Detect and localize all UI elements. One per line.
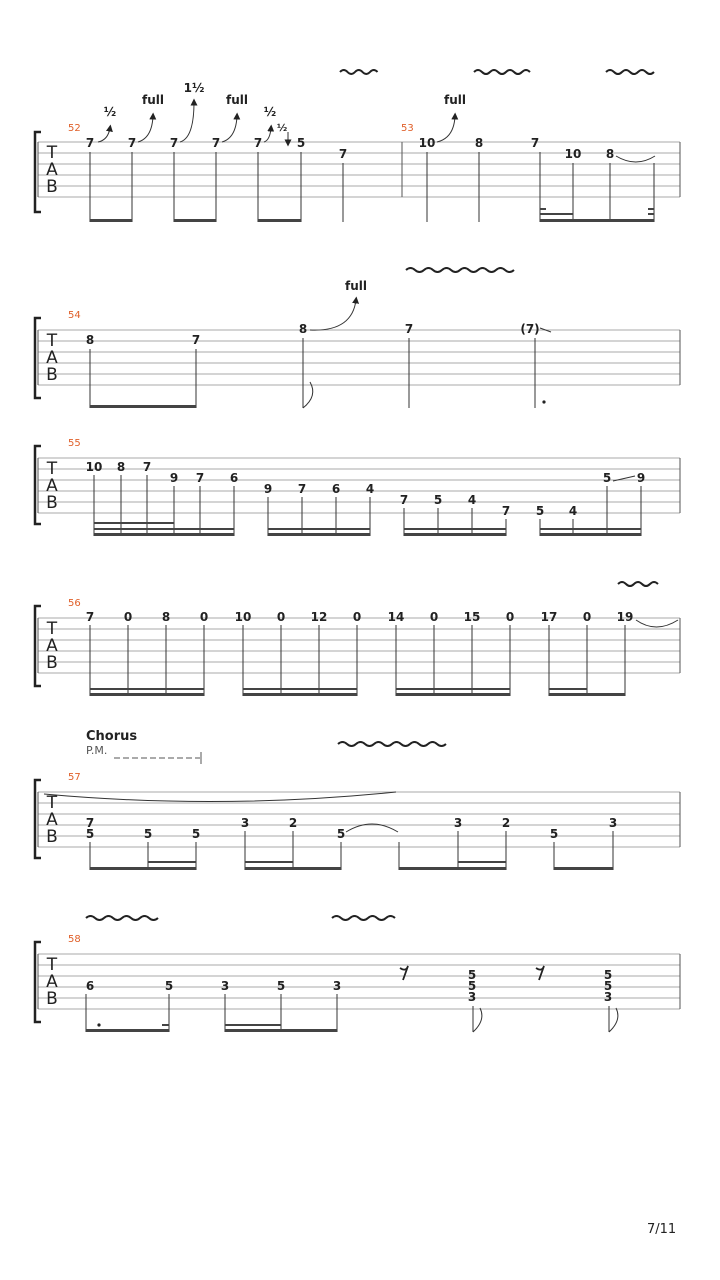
fret-number: 7 bbox=[142, 460, 152, 474]
fret-number: 8 bbox=[116, 460, 126, 474]
measure-number: 55 bbox=[68, 438, 81, 449]
fret-number: 6 bbox=[331, 482, 341, 496]
tab-clef-t: T bbox=[46, 331, 58, 351]
section-label: Chorus bbox=[86, 729, 138, 744]
page-number: 7/11 bbox=[647, 1222, 677, 1237]
tab-clef-b: B bbox=[46, 177, 58, 197]
fret-number: 14 bbox=[387, 610, 405, 624]
tab-clef-a: A bbox=[46, 476, 58, 496]
fret-number: 5 bbox=[467, 968, 477, 982]
fret-number: 8 bbox=[85, 333, 95, 347]
fret-number: 3 bbox=[220, 979, 230, 993]
fret-number: 7 bbox=[191, 333, 201, 347]
fret-number: 0 bbox=[276, 610, 286, 624]
system-3 bbox=[35, 438, 680, 536]
vibrato-mark bbox=[606, 70, 654, 74]
system-2 bbox=[35, 268, 680, 408]
fret-number: 5 bbox=[164, 979, 174, 993]
tab-clef-t: T bbox=[46, 955, 58, 975]
fret-number: 7 bbox=[253, 136, 263, 150]
tab-clef-b: B bbox=[46, 365, 58, 385]
rhythm-notation bbox=[90, 831, 613, 870]
fret-number: 5 bbox=[276, 979, 286, 993]
fret-number: 19 bbox=[616, 610, 634, 624]
fret-number: 10 bbox=[234, 610, 252, 624]
tab-clef-t: T bbox=[46, 793, 58, 813]
fret-number: 8 bbox=[605, 147, 615, 161]
vibrato-mark bbox=[338, 742, 446, 746]
fret-number: 2 bbox=[288, 816, 298, 830]
fret-number: 3 bbox=[603, 990, 613, 1004]
measure-number: 57 bbox=[68, 772, 81, 783]
tab-clef-a: A bbox=[46, 810, 58, 830]
measure-number: 54 bbox=[68, 310, 81, 321]
fret-number: 5 bbox=[191, 827, 201, 841]
bend-label: full bbox=[444, 93, 466, 107]
fret-number: 5 bbox=[467, 979, 477, 993]
fret-number: 15 bbox=[463, 610, 481, 624]
measure-number: 58 bbox=[68, 934, 81, 945]
fret-number: 3 bbox=[467, 990, 477, 1004]
fret-number: 7 bbox=[195, 471, 205, 485]
fret-number: 7 bbox=[127, 136, 137, 150]
palm-mute-label: P.M. bbox=[86, 744, 108, 757]
measure-number: 56 bbox=[68, 598, 81, 609]
bend-label: full bbox=[226, 93, 248, 107]
rhythm-notation bbox=[90, 152, 654, 222]
fret-number: 0 bbox=[352, 610, 362, 624]
fret-number: 7 bbox=[338, 147, 348, 161]
measure-number: 52 bbox=[68, 123, 81, 134]
tab-clef-b: B bbox=[46, 827, 58, 847]
fret-number: 8 bbox=[298, 322, 308, 336]
staff-lines bbox=[38, 142, 680, 197]
vibrato-mark bbox=[618, 582, 658, 586]
bend-label: ½ bbox=[276, 123, 288, 134]
staff-lines bbox=[38, 954, 680, 1009]
fret-number: 7 bbox=[404, 322, 414, 336]
fret-number: (7) bbox=[520, 322, 540, 336]
fret-number: 5 bbox=[433, 493, 443, 507]
vibrato-mark bbox=[406, 268, 514, 272]
fret-number: 0 bbox=[429, 610, 439, 624]
tab-clef-b: B bbox=[46, 653, 58, 673]
fret-number: 2 bbox=[501, 816, 511, 830]
fret-number: 6 bbox=[229, 471, 239, 485]
fret-number: 10 bbox=[85, 460, 103, 474]
fret-number: 5 bbox=[549, 827, 559, 841]
fret-number: 9 bbox=[169, 471, 179, 485]
tab-clef-b: B bbox=[46, 493, 58, 513]
bend-label: 1½ bbox=[183, 81, 205, 95]
vibrato-mark bbox=[340, 70, 378, 74]
fret-number: 8 bbox=[161, 610, 171, 624]
staff-lines bbox=[38, 458, 680, 513]
vibrato-mark bbox=[332, 916, 395, 920]
bend-label: ½ bbox=[263, 105, 277, 119]
tab-clef-t: T bbox=[46, 143, 58, 163]
system-5 bbox=[35, 729, 680, 870]
staff-lines bbox=[38, 618, 680, 673]
fret-number: 10 bbox=[418, 136, 436, 150]
fret-number: 9 bbox=[263, 482, 273, 496]
fret-number: 3 bbox=[608, 816, 618, 830]
fret-number: 7 bbox=[399, 493, 409, 507]
fret-number: 5 bbox=[603, 979, 613, 993]
fret-number: 5 bbox=[602, 471, 612, 485]
rhythm-notation bbox=[90, 338, 546, 408]
vibrato-mark bbox=[474, 70, 530, 74]
bend-label: full bbox=[345, 279, 367, 293]
vibrato-mark bbox=[86, 916, 158, 920]
fret-number: 3 bbox=[453, 816, 463, 830]
tab-clef-t: T bbox=[46, 459, 58, 479]
fret-number: 6 bbox=[85, 979, 95, 993]
fret-number: 0 bbox=[199, 610, 209, 624]
fret-number: 9 bbox=[636, 471, 646, 485]
measure-number: 53 bbox=[401, 123, 414, 134]
system-6 bbox=[35, 916, 680, 1032]
fret-number: 0 bbox=[505, 610, 515, 624]
fret-number: 5 bbox=[535, 504, 545, 518]
fret-number: 4 bbox=[365, 482, 375, 496]
fret-number: 10 bbox=[564, 147, 582, 161]
fret-number: 5 bbox=[336, 827, 346, 841]
fret-number: 5 bbox=[603, 968, 613, 982]
bend-label: ½ bbox=[103, 105, 117, 119]
system-4 bbox=[35, 582, 680, 696]
fret-number: 3 bbox=[240, 816, 250, 830]
tab-clef-a: A bbox=[46, 160, 58, 180]
fret-number: 5 bbox=[143, 827, 153, 841]
fret-number: 4 bbox=[467, 493, 477, 507]
fret-number: 7 bbox=[85, 816, 95, 830]
fret-number: 4 bbox=[568, 504, 578, 518]
fret-number: 7 bbox=[297, 482, 307, 496]
fret-number: 7 bbox=[530, 136, 540, 150]
tab-clef-a: A bbox=[46, 636, 58, 656]
tab-clef-a: A bbox=[46, 972, 58, 992]
staff-lines bbox=[38, 330, 680, 385]
eighth-rest bbox=[400, 966, 408, 980]
fret-number: 8 bbox=[474, 136, 484, 150]
system-1 bbox=[35, 70, 680, 222]
fret-number: 7 bbox=[85, 136, 95, 150]
bend-label: full bbox=[142, 93, 164, 107]
fret-number: 7 bbox=[501, 504, 511, 518]
fret-number: 0 bbox=[582, 610, 592, 624]
rhythm-notation bbox=[90, 625, 625, 696]
tab-clef-t: T bbox=[46, 619, 58, 639]
fret-number: 0 bbox=[123, 610, 133, 624]
fret-number: 7 bbox=[169, 136, 179, 150]
fret-number: 12 bbox=[310, 610, 328, 624]
fret-number: 7 bbox=[211, 136, 221, 150]
fret-number: 5 bbox=[296, 136, 306, 150]
fret-number: 7 bbox=[85, 610, 95, 624]
fret-number: 3 bbox=[332, 979, 342, 993]
tab-clef-a: A bbox=[46, 348, 58, 368]
fret-number: 17 bbox=[540, 610, 558, 624]
fret-number: 5 bbox=[85, 827, 95, 841]
eighth-rest bbox=[536, 966, 544, 980]
tab-clef-b: B bbox=[46, 989, 58, 1009]
